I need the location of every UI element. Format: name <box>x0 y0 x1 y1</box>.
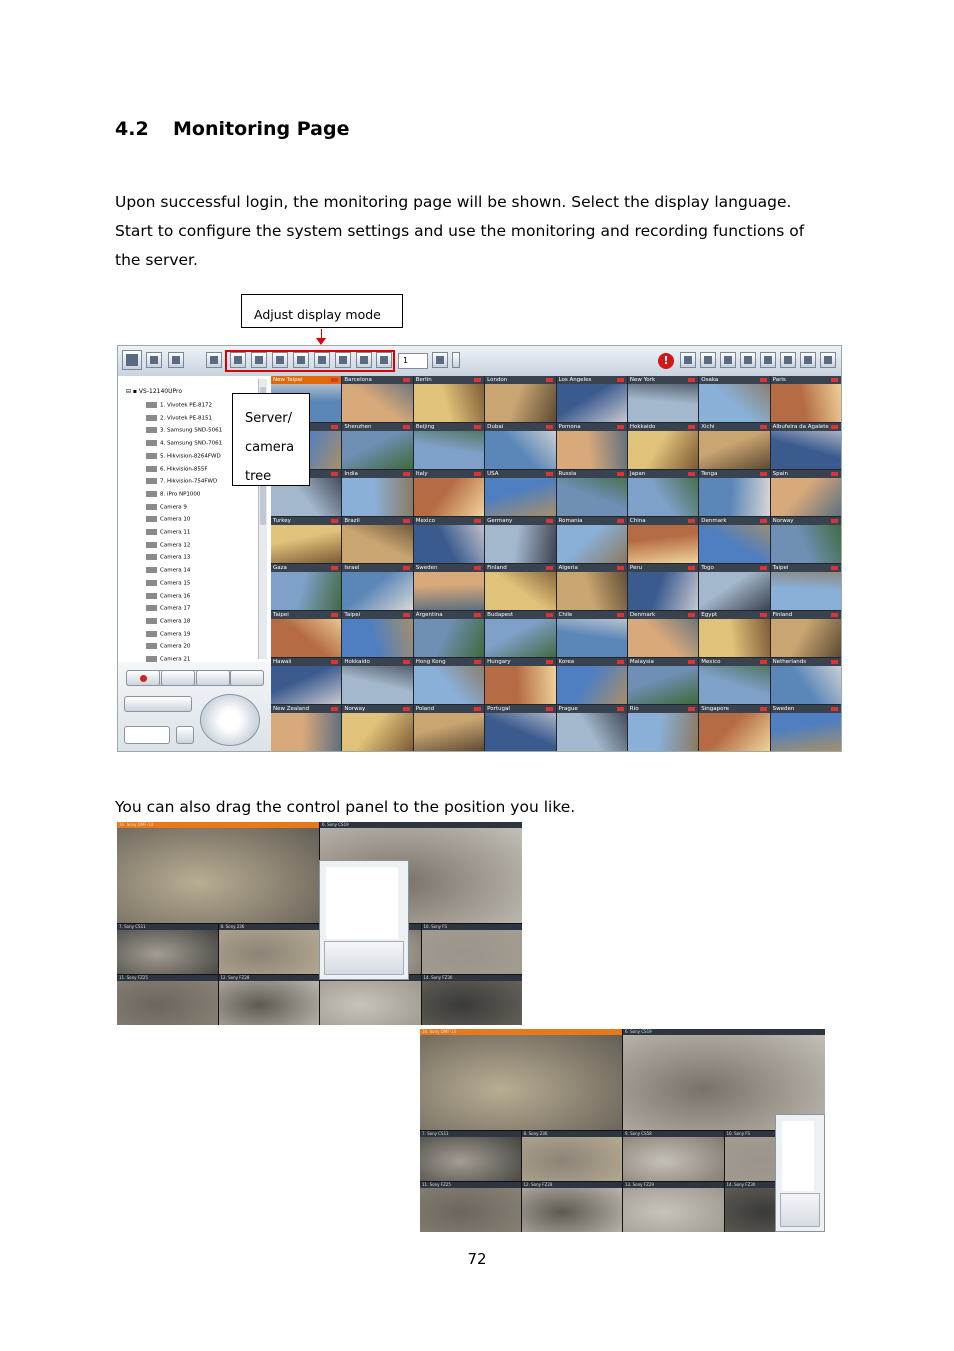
section-heading <box>115 118 349 140</box>
mode-1x1-icon[interactable] <box>230 352 246 368</box>
camera-tile[interactable] <box>271 658 341 704</box>
camera-tile[interactable] <box>628 470 698 516</box>
record-icon <box>140 675 147 682</box>
camera-view-label: 9. Sony CS58 <box>623 1131 724 1137</box>
help-icon[interactable] <box>780 352 796 368</box>
camera-view-label: 8. Sony 236 <box>219 924 320 930</box>
camera-tile-label: Shenzhen <box>342 423 412 431</box>
camera-tile[interactable] <box>342 705 412 751</box>
tree-camera-item[interactable]: Camera 20 <box>146 643 190 650</box>
camera-view[interactable] <box>422 975 523 1025</box>
camera-tile[interactable] <box>699 658 769 704</box>
camera-tile[interactable] <box>628 376 698 422</box>
camera-tile-label: Finland <box>771 611 841 619</box>
camera-tile[interactable] <box>557 658 627 704</box>
camera-tile-label: Prague <box>557 705 627 713</box>
camera-tile[interactable] <box>485 705 555 751</box>
sequence-icon[interactable] <box>432 352 448 368</box>
camera-tile[interactable] <box>771 658 841 704</box>
preset-select[interactable] <box>124 726 170 744</box>
page-number: 72 <box>467 1250 487 1268</box>
camera-tile[interactable] <box>771 423 841 469</box>
tree-camera-item[interactable]: Camera 18 <box>146 618 190 625</box>
floating-ctrl-bar[interactable] <box>324 941 404 975</box>
camera-tile[interactable] <box>414 705 484 751</box>
camera-view-label: 8. Sony 236 <box>522 1131 623 1137</box>
tree-camera-item[interactable]: 3. Samsung SND-5061 <box>146 427 222 434</box>
layout-icon[interactable] <box>720 352 736 368</box>
camera-view[interactable] <box>117 975 218 1025</box>
camera-view-label: 16. Sony DMF-14 <box>117 822 319 828</box>
camera-tile-label: China <box>628 517 698 525</box>
camera-tile[interactable] <box>414 564 484 610</box>
config-icon[interactable] <box>168 352 184 368</box>
camera-view-label: 6. Sony CS19 <box>623 1029 825 1035</box>
camera-tile[interactable] <box>699 376 769 422</box>
camera-tile-label: Sweden <box>771 705 841 713</box>
drag-screenshot-2 <box>420 1029 825 1232</box>
mode-4x4-icon[interactable] <box>293 352 309 368</box>
camera-view[interactable] <box>117 924 218 974</box>
camera-tile[interactable] <box>414 470 484 516</box>
camera-tile[interactable] <box>414 376 484 422</box>
camera-view-label: 10. Sony FS <box>422 924 523 930</box>
camera-tile-label: Albufeira da Agalete <box>771 423 841 431</box>
tree-camera-item[interactable]: Camera 10 <box>146 516 190 523</box>
camera-tile-label: Netherlands <box>771 658 841 666</box>
camera-tile-label: Brazil <box>342 517 412 525</box>
camera-tile[interactable] <box>699 611 769 657</box>
camera-tile[interactable] <box>342 423 412 469</box>
language-icon[interactable] <box>760 352 776 368</box>
camera-tile-label: Egypt <box>699 611 769 619</box>
mode-8x8-icon[interactable] <box>356 352 372 368</box>
camera-tile-label: New Zealand <box>271 705 341 713</box>
camera-view[interactable] <box>522 1131 623 1181</box>
camera-view-label: 14. Sony FZ30 <box>725 1182 826 1188</box>
camera-tile-label: Hokkaido <box>628 423 698 431</box>
camera-tile-label: Los Angeles <box>557 376 627 384</box>
camera-tile-label: Portugal <box>485 705 555 713</box>
camera-tile[interactable] <box>485 470 555 516</box>
tree-camera-item[interactable]: 7. Hikvision-754FWD <box>146 478 217 485</box>
camera-tile[interactable] <box>699 564 769 610</box>
floating-control-panel[interactable] <box>319 860 409 980</box>
settings-icon[interactable] <box>700 352 716 368</box>
camera-tile-label: Mexico <box>414 517 484 525</box>
camera-tile-label: Togo <box>699 564 769 572</box>
window-icon[interactable] <box>680 352 696 368</box>
camera-tile[interactable] <box>628 611 698 657</box>
camera-tile-label: Rio <box>628 705 698 713</box>
floating-control-panel[interactable] <box>775 1114 825 1232</box>
tree-camera-item[interactable]: Camera 19 <box>146 631 190 638</box>
camera-view-label: 12. Sony FZ28 <box>522 1182 623 1188</box>
tree-camera-item[interactable]: Camera 15 <box>146 580 190 587</box>
camera-tile-label: Hokkaido <box>342 658 412 666</box>
camera-tile-label: Turkey <box>271 517 341 525</box>
camera-tile-label: Xichi <box>699 423 769 431</box>
control-panel <box>118 662 272 751</box>
tree-camera-item[interactable]: 2. Vivotek PE-8151 <box>146 415 212 422</box>
camera-tile[interactable] <box>485 611 555 657</box>
camera-tile-label: London <box>485 376 555 384</box>
section-title: Monitoring Page <box>173 118 350 140</box>
camera-tile[interactable] <box>771 470 841 516</box>
floating-tree <box>782 1121 814 1191</box>
snapshot-icon[interactable] <box>740 352 756 368</box>
camera-view-label: 13. Sony FZ29 <box>623 1182 724 1188</box>
tree-camera-item[interactable]: Camera 14 <box>146 567 190 574</box>
camera-tile-label: Israel <box>342 564 412 572</box>
camera-tile[interactable] <box>414 658 484 704</box>
tree-camera-item[interactable]: Camera 12 <box>146 542 190 549</box>
camera-tile[interactable] <box>628 423 698 469</box>
camera-tile[interactable] <box>414 423 484 469</box>
camera-tile-label: Taipei <box>771 564 841 572</box>
camera-tree-callout <box>232 393 310 486</box>
channel-select[interactable]: 1 <box>398 353 428 369</box>
camera-tile[interactable] <box>342 470 412 516</box>
camera-tile-label: India <box>342 470 412 478</box>
camera-view[interactable] <box>422 924 523 974</box>
audio-button[interactable] <box>161 670 195 686</box>
camera-view[interactable] <box>420 1131 521 1181</box>
intro-line-1: Upon successful login, the monitoring page will be shown. Select the display language. <box>115 193 792 211</box>
camera-tile[interactable] <box>557 376 627 422</box>
camera-tile-label: Beijing <box>414 423 484 431</box>
tree-camera-item[interactable]: 4. Samsung SND-7061 <box>146 440 222 447</box>
camera-view-label: 12. Sony FZ28 <box>219 975 320 981</box>
camera-view[interactable] <box>420 1029 622 1130</box>
tree-camera-item[interactable]: Camera 9 <box>146 504 187 511</box>
camera-tile[interactable] <box>557 564 627 610</box>
camera-tile-label: Norway <box>342 705 412 713</box>
camera-tile[interactable] <box>628 705 698 751</box>
tree-callout-line-3: tree <box>245 469 272 484</box>
camera-tile[interactable] <box>628 517 698 563</box>
camera-tile-label: USA <box>485 470 555 478</box>
monitoring-page-screenshot <box>117 345 842 752</box>
camera-tile-label: Barcelona <box>342 376 412 384</box>
camera-tile-label: Germany <box>485 517 555 525</box>
camera-view[interactable] <box>219 975 320 1025</box>
camera-view[interactable] <box>522 1182 623 1232</box>
camera-tile-label: Norway <box>771 517 841 525</box>
tree-camera-item[interactable]: 8. iPro NP1000 <box>146 491 200 498</box>
camera-tile[interactable] <box>342 611 412 657</box>
camera-tile[interactable] <box>628 658 698 704</box>
camera-tile-label: Hong Kong <box>414 658 484 666</box>
camera-tile[interactable] <box>771 611 841 657</box>
camera-tile-label: Algeria <box>557 564 627 572</box>
camera-tile[interactable] <box>271 564 341 610</box>
camera-view-label: 10. Sony FS <box>725 1131 826 1137</box>
camera-tile-label: Italy <box>414 470 484 478</box>
playback-icon[interactable] <box>146 352 162 368</box>
about-icon[interactable] <box>800 352 816 368</box>
monitor-icon[interactable] <box>122 350 142 370</box>
camera-tile-label: Paris <box>771 376 841 384</box>
camera-tile[interactable] <box>342 658 412 704</box>
camera-tile-label: Spain <box>771 470 841 478</box>
camera-view[interactable] <box>320 975 421 1025</box>
toolbar <box>118 346 841 377</box>
camera-view[interactable] <box>623 1182 724 1232</box>
camera-view-label: 7. Sony CS11 <box>420 1131 521 1137</box>
intro-line-2: Start to configure the system settings and use the monitoring and recording functions of <box>115 222 805 240</box>
intro-line-3: the server. <box>115 251 198 269</box>
camera-tile[interactable] <box>699 470 769 516</box>
camera-tile-label: Poland <box>414 705 484 713</box>
camera-tile-label: New Taipei <box>271 376 341 384</box>
camera-tile[interactable] <box>557 611 627 657</box>
tree-camera-item[interactable]: Camera 17 <box>146 605 190 612</box>
camera-tile[interactable] <box>771 564 841 610</box>
callout-arrow-icon <box>316 338 326 345</box>
camera-tile-label: Mexico <box>699 658 769 666</box>
tree-callout-line-2: camera <box>245 440 295 455</box>
camera-tile-label: Hawaii <box>271 658 341 666</box>
camera-tile[interactable] <box>557 470 627 516</box>
drag-screenshot-1 <box>117 822 522 1025</box>
camera-tile-label: Tenga <box>699 470 769 478</box>
mode-3x3-icon[interactable] <box>272 352 288 368</box>
floating-ctrl-bar[interactable] <box>780 1193 820 1227</box>
camera-tile[interactable] <box>342 376 412 422</box>
camera-tile-label: Argentina <box>414 611 484 619</box>
camera-tile[interactable] <box>485 376 555 422</box>
mode-custom-icon[interactable] <box>376 352 392 368</box>
camera-tile-label: Denmark <box>628 611 698 619</box>
camera-view-label: 16. Sony DMF-14 <box>420 1029 622 1035</box>
next-icon[interactable] <box>452 352 460 368</box>
camera-grid <box>271 376 841 751</box>
tree-camera-item[interactable]: 5. Hikvision-8264FWD <box>146 453 221 460</box>
tree-camera-item[interactable]: 1. Vivotek PE-8172 <box>146 402 212 409</box>
camera-tile-label: Taipei <box>271 611 341 619</box>
intro-paragraph <box>115 188 845 275</box>
camera-tile-label: Malaysia <box>628 658 698 666</box>
camera-tile[interactable] <box>699 423 769 469</box>
camera-tile[interactable] <box>271 517 341 563</box>
mode-5x5-icon[interactable] <box>314 352 330 368</box>
camera-tile[interactable] <box>557 423 627 469</box>
camera-tile[interactable] <box>342 517 412 563</box>
section-number: 4.2 <box>115 118 149 140</box>
camera-tile[interactable] <box>342 564 412 610</box>
tree-callout-line-1: Server/ <box>245 411 293 426</box>
camera-tile-label: Budapest <box>485 611 555 619</box>
camera-tile[interactable] <box>271 705 341 751</box>
logout-icon[interactable] <box>820 352 836 368</box>
tree-camera-item[interactable]: Camera 13 <box>146 554 190 561</box>
camera-tile-label: Denmark <box>699 517 769 525</box>
preset-gear-icon[interactable] <box>176 726 194 744</box>
record-button[interactable] <box>126 670 160 686</box>
camera-tile[interactable] <box>271 611 341 657</box>
camera-button[interactable] <box>230 670 264 686</box>
camera-tile-label: Peru <box>628 564 698 572</box>
camera-tile-label: Korea <box>557 658 627 666</box>
camera-tile-label: Berlin <box>414 376 484 384</box>
camera-view[interactable] <box>117 822 319 923</box>
mode-2x2-icon[interactable] <box>251 352 267 368</box>
camera-tile[interactable] <box>699 705 769 751</box>
camera-tile[interactable] <box>414 517 484 563</box>
camera-view[interactable] <box>420 1182 521 1232</box>
camera-tile[interactable] <box>485 564 555 610</box>
camera-tile[interactable] <box>414 611 484 657</box>
exclamation-icon[interactable]: ! <box>658 353 674 369</box>
camera-tile-label: Finland <box>485 564 555 572</box>
camera-tile-label: Russia <box>557 470 627 478</box>
camera-view[interactable] <box>219 924 320 974</box>
camera-tile-label: Singapore <box>699 705 769 713</box>
camera-tile-label: Osaka <box>699 376 769 384</box>
camera-tile-label: Gaza <box>271 564 341 572</box>
ptz-joystick[interactable] <box>200 694 260 746</box>
camera-tile-label: Pomona <box>557 423 627 431</box>
camera-tile[interactable] <box>771 705 841 751</box>
tree-server[interactable]: ⊟ ▪ VS-12140UPro <box>126 388 182 395</box>
camera-tile-label: Dubai <box>485 423 555 431</box>
camera-view-label: 11. Sony FZ25 <box>420 1182 521 1188</box>
camera-tile-label: Romania <box>557 517 627 525</box>
camera-view-label: 14. Sony FZ30 <box>422 975 523 981</box>
zoom-controls[interactable] <box>124 696 192 712</box>
camera-tile[interactable] <box>628 564 698 610</box>
floating-tree <box>326 867 398 939</box>
tree-camera-item[interactable]: 6. Hikvision-855F <box>146 466 208 473</box>
camera-view[interactable] <box>623 1131 724 1181</box>
camera-view-label: 7. Sony CS11 <box>117 924 218 930</box>
camera-tile-label: Chile <box>557 611 627 619</box>
camera-tile[interactable] <box>771 376 841 422</box>
tree-camera-item[interactable]: Camera 21 <box>146 656 190 662</box>
camera-tile[interactable] <box>557 705 627 751</box>
camera-tile-label: Hungary <box>485 658 555 666</box>
camera-view-label: 11. Sony FZ25 <box>117 975 218 981</box>
camera-tile[interactable] <box>485 423 555 469</box>
edit-button[interactable] <box>196 670 230 686</box>
camera-tile[interactable] <box>485 658 555 704</box>
camera-tile[interactable] <box>557 517 627 563</box>
tree-camera-item[interactable]: Camera 11 <box>146 529 190 536</box>
camera-tile[interactable] <box>699 517 769 563</box>
camera-tile[interactable] <box>771 517 841 563</box>
drag-paragraph: You can also drag the control panel to the position you like. <box>115 798 576 816</box>
tree-camera-item[interactable]: Camera 16 <box>146 593 190 600</box>
camera-tile-label: Japan <box>628 470 698 478</box>
camera-tile-label: New York <box>628 376 698 384</box>
camera-tile-label: Taipei <box>342 611 412 619</box>
camera-view-label: 6. Sony CS19 <box>320 822 522 828</box>
display-mode-callout: Adjust display mode <box>241 294 403 328</box>
camera-tile[interactable] <box>485 517 555 563</box>
camera-tile-label: Sweden <box>414 564 484 572</box>
mode-6x6-icon[interactable] <box>335 352 351 368</box>
fullscreen-icon[interactable] <box>206 352 222 368</box>
